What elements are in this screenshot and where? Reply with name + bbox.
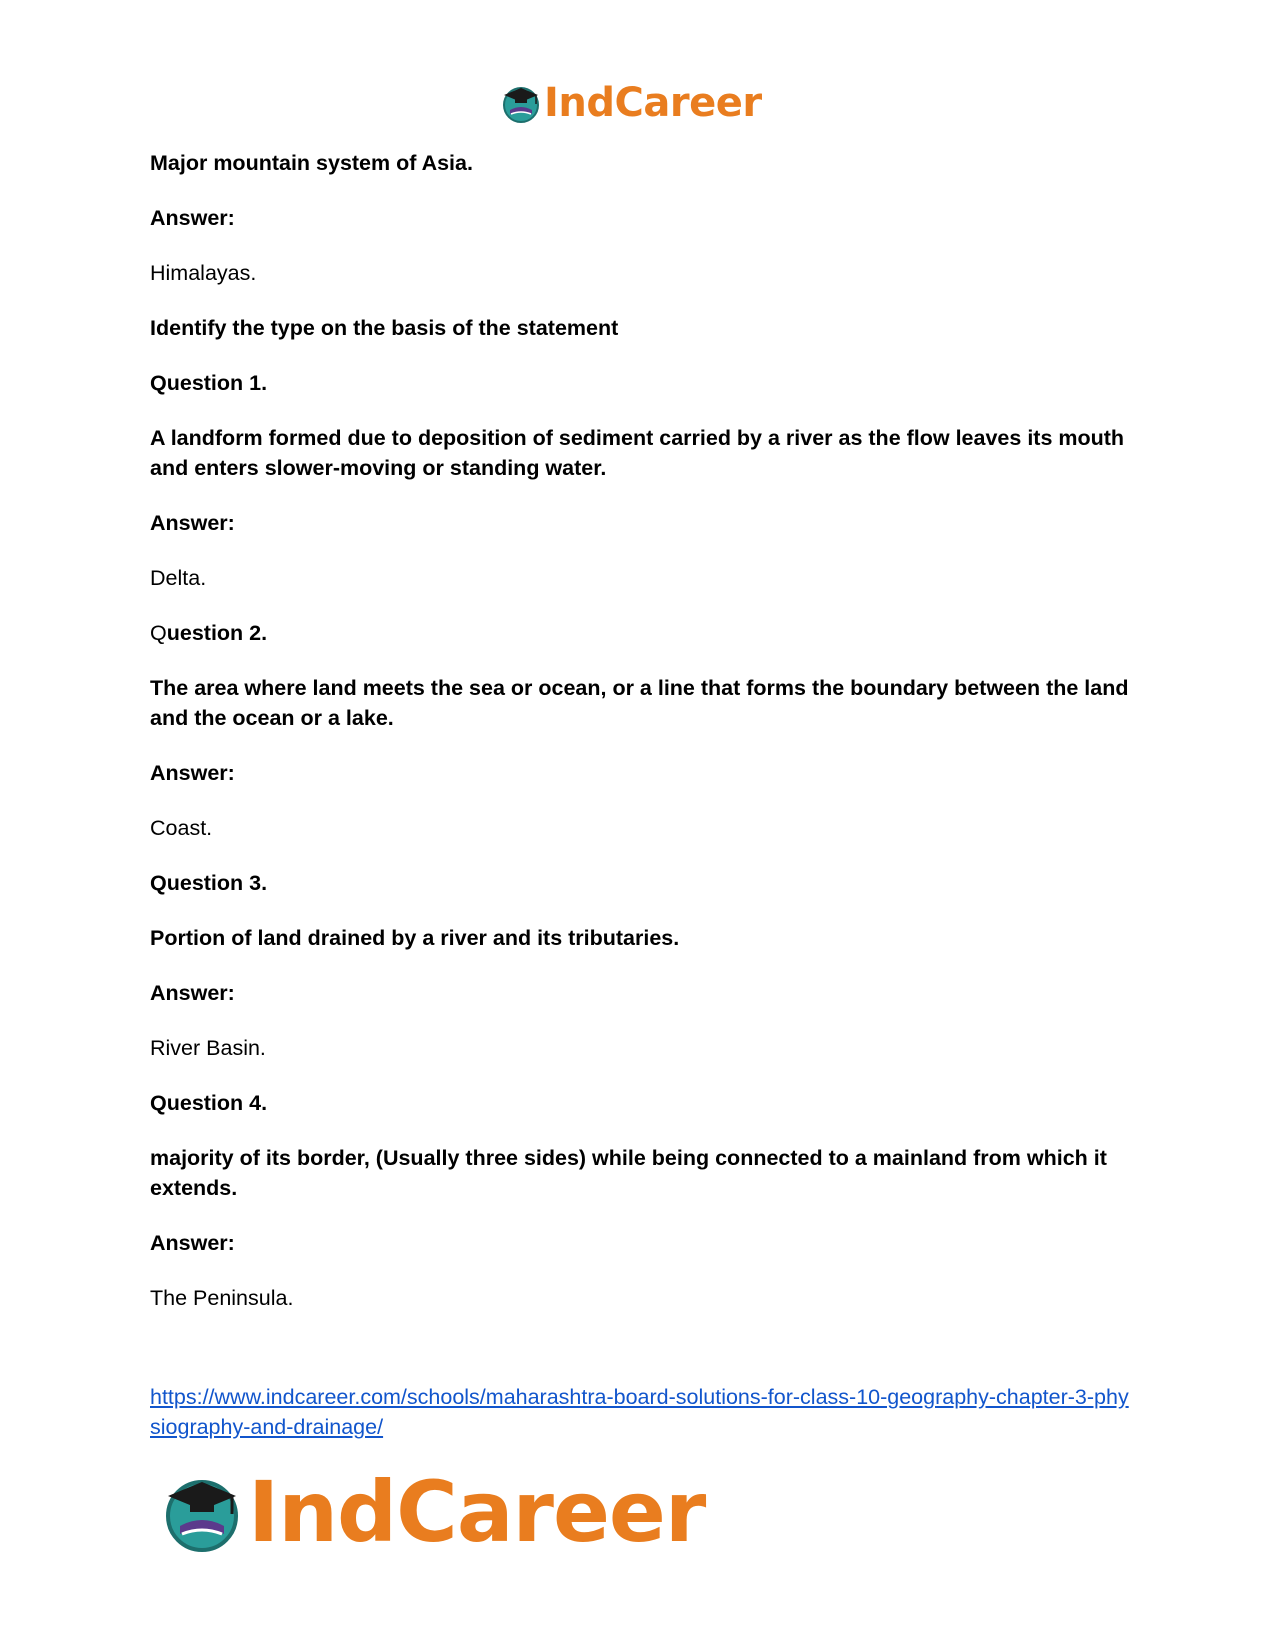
answer-label: Answer: — [150, 511, 235, 535]
header-logo — [500, 78, 770, 128]
globe-graduation-cap-icon — [160, 1470, 244, 1554]
question-2-answer: Coast. — [150, 816, 213, 840]
intro-answer: Himalayas. — [150, 261, 257, 285]
question-4-answer: The Peninsula. — [150, 1286, 294, 1310]
answer-label: Answer: — [150, 206, 235, 230]
intro-question: Major mountain system of Asia. — [150, 151, 473, 175]
answer-label: Answer: — [150, 1231, 235, 1255]
question-2-label — [150, 618, 1130, 648]
section-title: Identify the type on the basis of the statement — [150, 316, 619, 340]
question-1-text: A landform formed due to deposition of sediment carried by a river as the flow leaves its mouth and enters slower-moving or standing water. — [150, 426, 1125, 480]
question-2-text: The area where land meets the sea or ocean, or a line that forms the boundary between the land and the ocean or a lake. — [150, 676, 1129, 730]
question-2-label-first: Q — [150, 621, 167, 645]
question-1-answer: Delta. — [150, 566, 207, 590]
question-3-answer: River Basin. — [150, 1036, 266, 1060]
answer-label: Answer: — [150, 981, 235, 1005]
source-url-link[interactable]: https://www.indcareer.com/schools/maharashtra-board-solutions-for-class-10-geography-chapter-3-physiography-and-drainage/ — [150, 1385, 1129, 1439]
footer-logo — [160, 1463, 720, 1561]
question-4-label: Question 4. — [150, 1091, 268, 1115]
question-1-label: Question 1. — [150, 371, 268, 395]
question-4-text: majority of its border, (Usually three sides) while being connected to a mainland from which it extends. — [150, 1146, 1107, 1200]
answer-label: Answer: — [150, 761, 235, 785]
footer-logo-text: IndCareer — [248, 1463, 706, 1561]
question-3-label: Question 3. — [150, 871, 268, 895]
question-3-text: Portion of land drained by a river and its tributaries. — [150, 926, 680, 950]
document-body — [150, 148, 1130, 1442]
question-2-label-rest: uestion 2. — [166, 621, 268, 645]
globe-graduation-cap-icon — [500, 82, 542, 124]
header-logo-text: IndCareer — [544, 80, 762, 126]
